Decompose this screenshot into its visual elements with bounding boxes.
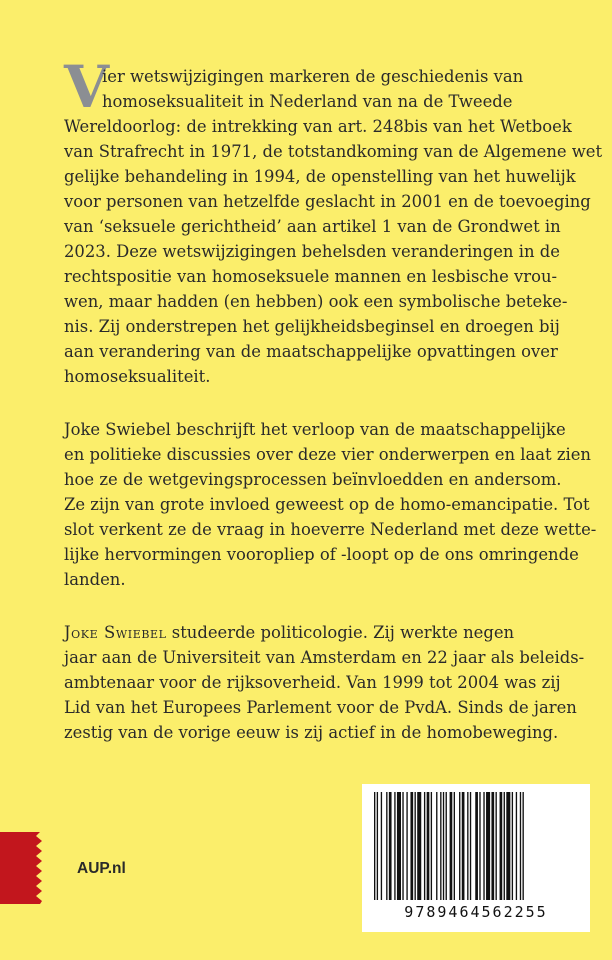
text-line: Wereldoorlog: de intrekking van art. 248bis van het Wetboek — [64, 117, 572, 136]
barcode-bar — [454, 792, 455, 900]
author-name: Joke Swiebel — [64, 623, 167, 642]
barcode-bar — [483, 792, 484, 900]
text-line: van ‘seksuele gerichtheid’ aan artikel 1 van de Grondwet in — [64, 217, 561, 236]
text-line: hoe ze de wetgevingsprocessen beïnvloedden en andersom. — [64, 470, 562, 489]
text-line: en politieke discussies over deze vier onderwerpen en laat zien — [64, 445, 591, 464]
text-line: ier wetswijzigingen markeren de geschiedenis van — [102, 67, 524, 86]
isbn-barcode — [362, 784, 590, 932]
text-line: voor personen van hetzelfde geslacht in 2001 en de toevoeging — [64, 192, 591, 211]
barcode-bar — [427, 792, 430, 900]
text-line: 2023. Deze wetswijzigingen behelsden veranderingen in de — [64, 242, 560, 261]
text-line: van Strafrecht in 1971, de totstandkoming van de Algemene wet — [64, 142, 603, 161]
text-line: wen, maar hadden (en hebben) ook een symbolische beteke- — [64, 292, 568, 311]
barcode-bar — [374, 792, 375, 900]
barcode-bar — [475, 792, 478, 900]
barcode-bar — [467, 792, 468, 900]
text-line: homoseksualiteit in Nederland van na de Tweede — [102, 92, 513, 111]
barcode-bar — [470, 792, 471, 900]
bio-first-line: studeerde politicologie. Zij werkte negen — [166, 623, 515, 642]
text-line: gelijke behandeling in 1994, de openstelling van het huwelijk — [64, 167, 576, 186]
text-line: landen. — [64, 570, 126, 589]
barcode-bar — [394, 792, 395, 900]
barcode-bar — [410, 792, 413, 900]
barcode-bar — [500, 792, 503, 900]
text-line: zestig van de vorige eeuw is zij actief in de homobeweging. — [64, 723, 559, 742]
barcode-bar — [386, 792, 387, 900]
barcode-bar — [397, 792, 401, 900]
text-line: slot verkent ze de vraag in hoeverre Nederland met deze wette- — [64, 520, 597, 539]
barcode-bar — [443, 792, 444, 900]
intro-paragraph — [64, 53, 603, 389]
barcode-bar — [446, 792, 447, 900]
drop-cap: V — [64, 53, 110, 121]
barcode-bar — [415, 792, 416, 900]
text-line: rechtspositie van homoseksuele mannen en lesbische vrou- — [64, 267, 558, 286]
barcode-bar — [459, 792, 460, 900]
barcode-bar — [389, 792, 392, 900]
barcode-bar — [424, 792, 425, 900]
text-line: ambtenaar voor de rijksoverheid. Van 1999 tot 2004 was zij — [64, 673, 561, 692]
barcode-bar — [496, 792, 497, 900]
barcode-bar — [520, 792, 521, 900]
barcode-bar — [512, 792, 513, 900]
text-line: homoseksualiteit. — [64, 367, 211, 386]
barcode-bar — [491, 792, 494, 900]
text-line: jaar aan de Universiteit van Amsterdam en 22 jaar als beleids- — [64, 648, 585, 667]
barcode-bar — [506, 792, 510, 900]
text-line: nis. Zij onderstrepen het gelijkheidsbeginsel en droegen bij — [64, 317, 560, 336]
text-line: lijke hervormingen vooropliep of -loopt op de ons omringende — [64, 545, 579, 564]
text-line: Joke Swiebel beschrijft het verloop van de maatschappelijke — [64, 420, 566, 439]
summary-paragraph — [64, 417, 597, 592]
text-line — [64, 620, 584, 645]
barcode-bar — [486, 792, 490, 900]
barcode-bar — [462, 792, 465, 900]
barcode-bar — [381, 792, 382, 900]
barcode-bar — [402, 792, 403, 900]
barcode-bar — [440, 792, 441, 900]
author-bio — [64, 620, 584, 745]
barcode-bar — [436, 792, 437, 900]
barcode-bar — [417, 792, 421, 900]
isbn-number: 9789464562255 — [404, 903, 548, 921]
barcode-bar — [377, 792, 378, 900]
barcode-bar — [406, 792, 407, 900]
barcode-bars — [372, 792, 580, 900]
barcode-bar — [479, 792, 480, 900]
barcode-bar — [504, 792, 505, 900]
text-line: Ze zijn van grote invloed geweest op de homo-emancipatie. Tot — [64, 495, 590, 514]
barcode-bar — [450, 792, 453, 900]
barcode-bar — [516, 792, 517, 900]
barcode-bar — [431, 792, 432, 900]
text-line: aan verandering van de maatschappelijke opvattingen over — [64, 342, 558, 361]
publisher-url[interactable]: AUP.nl — [77, 860, 126, 877]
publisher-logo-mark — [0, 832, 50, 904]
text-line: Lid van het Europees Parlement voor de PvdA. Sinds de jaren — [64, 698, 577, 717]
barcode-bar — [523, 792, 524, 900]
